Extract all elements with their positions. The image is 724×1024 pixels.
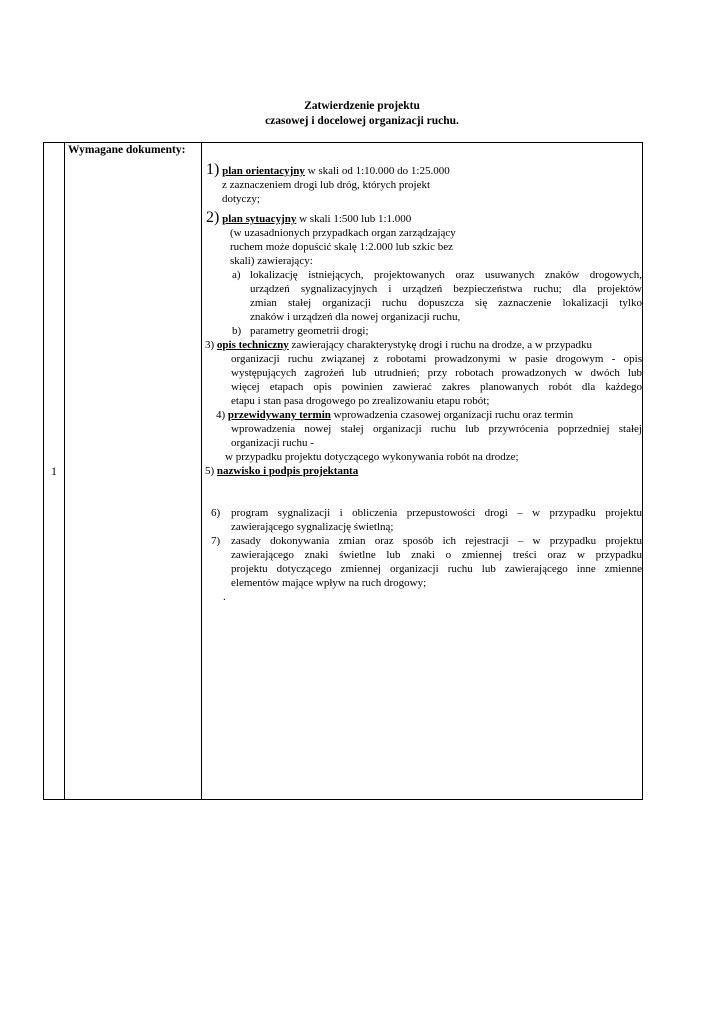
title-line-1: Zatwierdzenie projektu (304, 100, 420, 112)
item-number: 5) (205, 465, 215, 477)
subitem-text-line: urządzeń sygnalizacyjnych i urządzeń bezpieczeństwa ruchu; dla projektów (250, 283, 642, 295)
item-text-line: etapu i stan pasa drogowego po zrealizowaniu etapu robót; (231, 395, 490, 407)
item-text: zawierający charakterystykę drogi i ruchu na drodze, a w przypadku (288, 339, 593, 351)
item-number: 1) (206, 161, 220, 178)
item-text-line: występujących zagrożeń lub utrudnień; przy robotach prowadzonych w dwóch lub (231, 367, 642, 379)
item-term: plan sytuacyjny (222, 213, 297, 225)
item-number: 4) (216, 409, 226, 421)
item-term: opis techniczny (216, 339, 289, 351)
item-text: w skali od 1:10.000 do 1:25.000 (304, 165, 450, 177)
column-divider (201, 143, 202, 799)
item-text-line: z zaznaczeniem drogi lub dróg, których projekt (222, 179, 431, 191)
subitem-marker: a) (232, 269, 241, 281)
item-number: 3) (205, 339, 215, 351)
item-term: nazwisko i podpis projektanta (216, 465, 359, 477)
item-text-line: elementów mające wpływ na ruch drogowy; (231, 577, 427, 589)
item-text-line: zasady dokonywania zmian oraz sposób ich rejestracji – w przypadku projektu (231, 535, 642, 547)
item-text-line: projektu dotyczącego zmiennej organizacji ruchu lub zawierającego inne zmienne (231, 563, 642, 575)
item-number: 7) (211, 535, 221, 547)
subitem-text-line: lokalizację istniejących, projektowanych oraz usuwanych znaków drogowych, (250, 269, 642, 281)
subitem-text-line: parametry geometrii drogi; (250, 325, 369, 337)
required-documents-label: Wymagane dokumenty: (68, 144, 186, 156)
document-title (0, 99, 724, 129)
item-text-line: program sygnalizacji i obliczenia przepustowości drogi – w przypadku projektu (231, 507, 642, 519)
item-text: w skali 1:500 lub 1:1.000 (296, 213, 412, 225)
item-text-line: w przypadku projektu dotyczącego wykonywania robót na drodze; (225, 451, 519, 463)
item-text-line: dotyczy; (222, 193, 260, 205)
item-term: plan orientacyjny (222, 165, 305, 177)
subitem-text-line: znaków i urządzeń dla nowej organizacji ruchu, (250, 311, 461, 323)
subitem-text-line: zmian stałej organizacji ruchu dopuszcza się zaznaczenie lokalizacji tylko (250, 297, 642, 309)
item-text-line: (w uzasadnionych przypadkach organ zarządzający (230, 227, 456, 239)
row-number: 1 (51, 466, 57, 478)
item-number: 2) (206, 209, 220, 226)
item-text-line: zawierającego sygnalizację świetlną; (231, 521, 394, 533)
item-text-line: skali) zawierający: (230, 255, 313, 267)
item-text-line: organizacji ruchu związanej z robotami prowadzonymi w pasie drogowym - opis (231, 353, 642, 365)
trailing-dot: . (223, 591, 226, 603)
item-text: wprowadzenia czasowej organizacji ruchu oraz termin (330, 409, 574, 421)
item-text-line: ruchem może dopuścić skalę 1:2.000 lub szkic bez (230, 241, 453, 253)
item-text-line: więcej etapach opis powinien zawierać zakres planowanych robót dla każdego (231, 381, 642, 393)
item-term: przewidywany termin (227, 409, 331, 421)
title-line-2: czasowej i docelowej organizacji ruchu. (265, 115, 459, 127)
item-number: 6) (211, 507, 221, 519)
item-text-line: wprowadzenia nowej stałej organizacji ruchu lub przywrócenia poprzedniej stałej (231, 423, 642, 435)
item-text-line: zawierającego znaki świetlne lub znaki o zmiennej treści oraz w przypadku (231, 549, 642, 561)
item-text-line: organizacji ruchu - (231, 437, 314, 449)
subitem-marker: b) (232, 325, 242, 337)
column-divider (64, 143, 65, 799)
requirements-table (43, 142, 643, 800)
